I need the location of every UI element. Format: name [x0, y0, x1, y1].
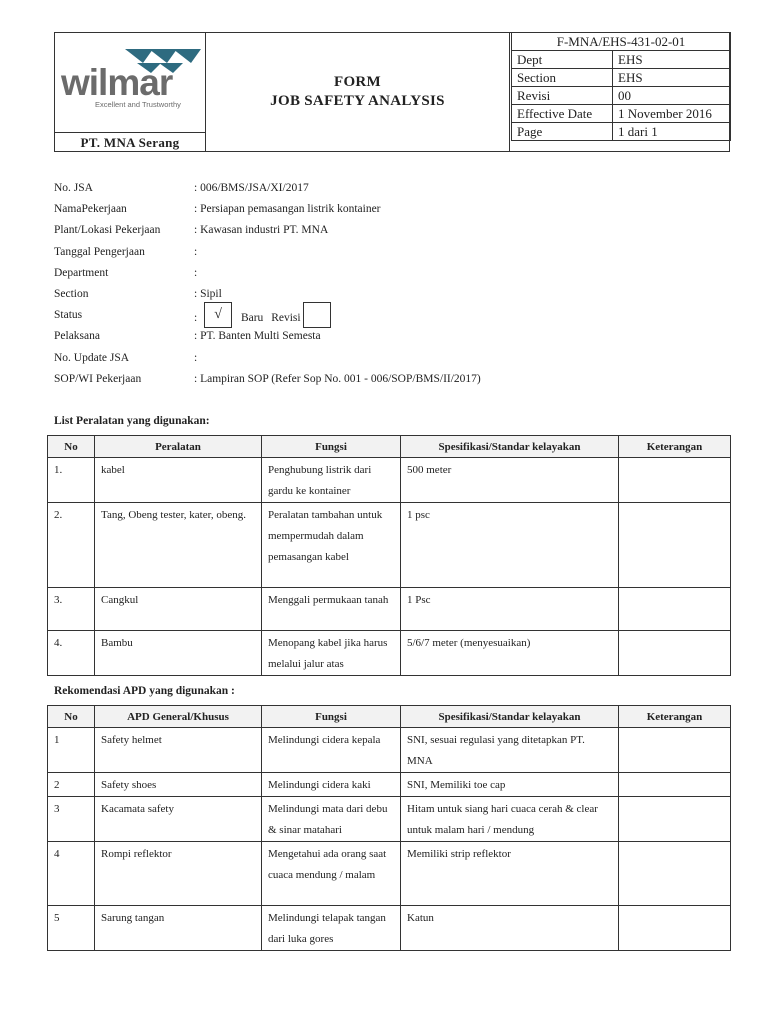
table-row	[48, 458, 731, 503]
cell-spek: Hitam untuk siang hari cuaca cerah & clear untuk malam hari / mendung	[401, 797, 619, 842]
column-header: Fungsi	[262, 706, 401, 728]
field-value: :	[194, 266, 198, 279]
company-name: PT. MNA Serang	[55, 132, 205, 152]
cell-item: Sarung tangan	[95, 906, 262, 951]
cell-no: 2.	[48, 503, 95, 588]
column-header: APD General/Khusus	[95, 706, 262, 728]
cell-item: Rompi reflektor	[95, 842, 262, 906]
column-header: Spesifikasi/Standar kelayakan	[401, 706, 619, 728]
status-baru-checkbox[interactable]: √	[204, 302, 232, 328]
apd-section-title: Rekomendasi APD yang digunakan :	[54, 685, 235, 697]
info-label: Effective Date	[512, 105, 613, 123]
info-row	[512, 87, 731, 105]
info-row	[512, 123, 731, 141]
field-value: :	[194, 351, 198, 364]
table-header-row	[48, 706, 731, 728]
column-header: Keterangan	[619, 706, 731, 728]
cell-spek: 1 psc	[401, 503, 619, 588]
wilmar-logo-icon	[55, 33, 205, 132]
peralatan-table	[47, 435, 731, 676]
cell-item: Safety helmet	[95, 728, 262, 773]
info-value: 1 November 2016	[613, 105, 731, 123]
cell-ket	[619, 906, 731, 951]
field-label: Tanggal Pengerjaan	[54, 245, 145, 258]
info-value: 1 dari 1	[613, 123, 731, 141]
info-label: Section	[512, 69, 613, 87]
field-label: Section	[54, 287, 89, 300]
field-label: NamaPekerjaan	[54, 203, 127, 216]
cell-no: 1	[48, 728, 95, 773]
cell-spek: 5/6/7 meter (menyesuaikan)	[401, 631, 619, 676]
cell-ket	[619, 631, 731, 676]
table-row	[48, 842, 731, 906]
info-label: Revisi	[512, 87, 613, 105]
table-row	[48, 773, 731, 797]
cell-ket	[619, 797, 731, 842]
column-header: Spesifikasi/Standar kelayakan	[401, 436, 619, 458]
table-row	[48, 797, 731, 842]
column-header: Peralatan	[95, 436, 262, 458]
field-label: SOP/WI Pekerjaan	[54, 372, 142, 385]
cell-fungsi: Melindungi mata dari debu & sinar matahari	[262, 797, 401, 842]
info-label: Page	[512, 123, 613, 141]
cell-item: Safety shoes	[95, 773, 262, 797]
field-label: No. Update JSA	[54, 351, 130, 364]
company-logo	[55, 33, 205, 132]
cell-spek: 1 Psc	[401, 588, 619, 631]
table-header-row	[48, 436, 731, 458]
cell-item: Tang, Obeng tester, kater, obeng.	[95, 503, 262, 588]
document-info-table	[511, 32, 731, 141]
form-title	[205, 33, 510, 151]
cell-ket	[619, 773, 731, 797]
field-value	[194, 309, 331, 328]
cell-item: kabel	[95, 458, 262, 503]
peralatan-section-title: List Peralatan yang digunakan:	[54, 415, 210, 427]
cell-no: 5	[48, 906, 95, 951]
field-value: : Kawasan industri PT. MNA	[194, 224, 329, 237]
table-row	[48, 728, 731, 773]
form-title-line2: JOB SAFETY ANALYSIS	[270, 93, 445, 109]
field-label: Pelaksana	[54, 330, 100, 343]
info-row	[512, 105, 731, 123]
info-row	[512, 69, 731, 87]
form-title-line1: FORM	[333, 74, 382, 90]
cell-spek: SNI, sesuai regulasi yang ditetapkan PT. MNA	[401, 728, 619, 773]
cell-fungsi: Menopang kabel jika harus melalui jalur atas	[262, 631, 401, 676]
table-row	[48, 503, 731, 588]
cell-fungsi: Melindungi cidera kepala	[262, 728, 401, 773]
cell-no: 2	[48, 773, 95, 797]
column-header: No	[48, 436, 95, 458]
field-label: Plant/Lokasi Pekerjaan	[54, 224, 161, 237]
column-header: No	[48, 706, 95, 728]
info-label: Dept	[512, 51, 613, 69]
column-header: Keterangan	[619, 436, 731, 458]
field-value: : Lampiran SOP (Refer Sop No. 001 - 006/SOP/BMS/II/2017)	[194, 372, 481, 385]
cell-no: 3	[48, 797, 95, 842]
cell-spek: SNI, Memiliki toe cap	[401, 773, 619, 797]
svg-text:Excellent and Trustworthy: Excellent and Trustworthy	[95, 100, 181, 109]
cell-fungsi: Melindungi telapak tangan dari luka gores	[262, 906, 401, 951]
cell-item: Cangkul	[95, 588, 262, 631]
cell-ket	[619, 458, 731, 503]
apd-table	[47, 705, 731, 951]
column-header: Fungsi	[262, 436, 401, 458]
info-value: EHS	[613, 51, 731, 69]
status-revisi-checkbox[interactable]	[303, 302, 331, 328]
cell-item: Bambu	[95, 631, 262, 676]
cell-ket	[619, 588, 731, 631]
field-label: Department	[54, 266, 109, 279]
status-revisi-label: Revisi	[271, 312, 301, 325]
cell-ket	[619, 503, 731, 588]
cell-no: 3.	[48, 588, 95, 631]
svg-text:wilmar: wilmar	[61, 62, 173, 103]
status-baru-label: Baru	[240, 312, 264, 325]
field-value: :	[194, 245, 198, 258]
cell-no: 4	[48, 842, 95, 906]
table-row	[48, 588, 731, 631]
field-value: : PT. Banten Multi Semesta	[194, 330, 321, 343]
cell-fungsi: Mengetahui ada orang saat cuaca mendung / malam	[262, 842, 401, 906]
field-value: : Persiapan pemasangan listrik kontainer	[194, 203, 381, 216]
cell-spek: 500 meter	[401, 458, 619, 503]
cell-fungsi: Peralatan tambahan untuk mempermudah dalam pemasangan kabel	[262, 503, 401, 588]
cell-no: 1.	[48, 458, 95, 503]
cell-fungsi: Melindungi cidera kaki	[262, 773, 401, 797]
doc-code: F-MNA/EHS-431-02-01	[512, 33, 731, 51]
field-value: : 006/BMS/JSA/XI/2017	[194, 182, 309, 194]
cell-item: Kacamata safety	[95, 797, 262, 842]
cell-spek: Katun	[401, 906, 619, 951]
cell-ket	[619, 728, 731, 773]
doc-code-row	[512, 33, 731, 51]
cell-fungsi: Menggali permukaan tanah	[262, 588, 401, 631]
info-value: EHS	[613, 69, 731, 87]
table-row	[48, 631, 731, 676]
table-row	[48, 906, 731, 951]
field-value: : Sipil	[194, 287, 222, 300]
form-header	[54, 32, 730, 152]
cell-ket	[619, 842, 731, 906]
info-value: 00	[613, 87, 731, 105]
field-label: No. JSA	[54, 182, 93, 194]
cell-fungsi: Penghubung listrik dari gardu ke kontainer	[262, 458, 401, 503]
cell-no: 4.	[48, 631, 95, 676]
info-row	[512, 51, 731, 69]
field-label: Status	[54, 309, 83, 322]
status-colon: :	[194, 312, 198, 325]
cell-spek: Memiliki strip reflektor	[401, 842, 619, 906]
